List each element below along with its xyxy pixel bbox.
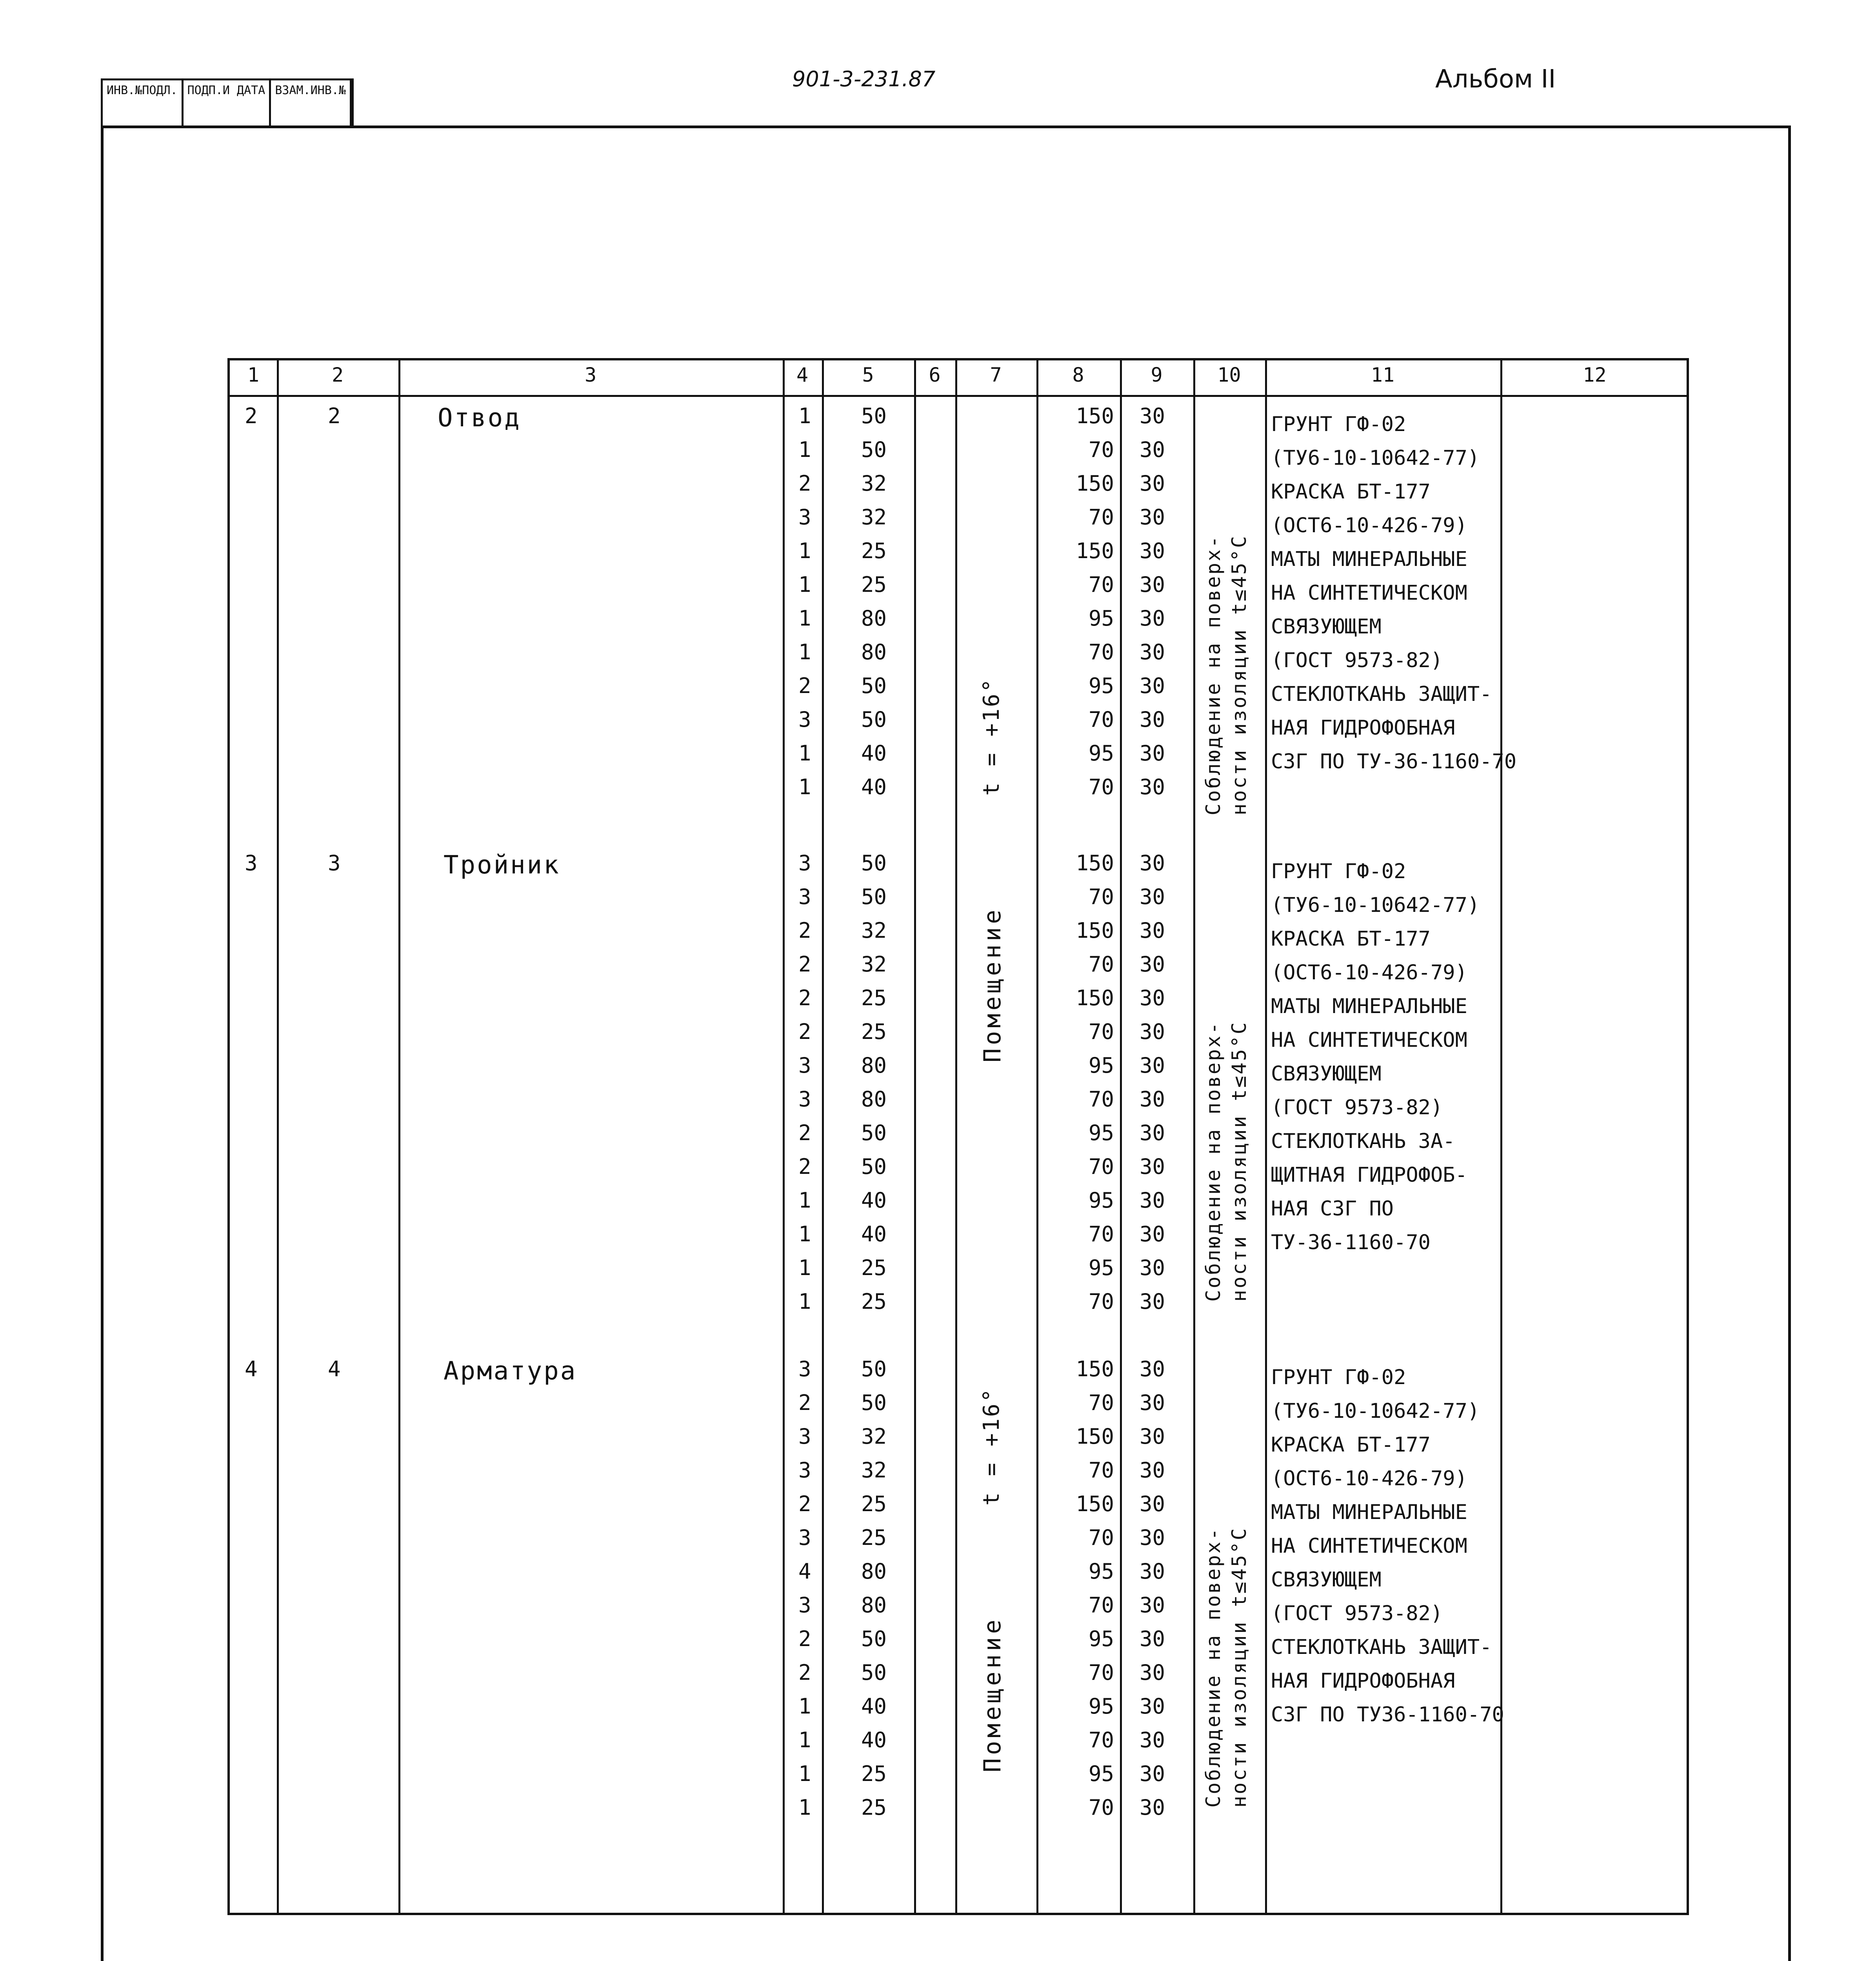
diameter-cell: 40 [861,1728,887,1752]
column-number: 12 [1583,364,1607,386]
qty-cell: 2 [798,952,811,977]
value-cell: 30 [1140,1087,1165,1111]
column-number: 4 [796,364,809,386]
material-note-line: НАЯ ГИДРОФОБНАЯ [1271,1669,1455,1693]
column-divider [914,360,916,1913]
value-cell: 30 [1140,1121,1165,1145]
diameter-cell: 50 [861,1154,887,1179]
thickness-cell: 95 [1088,673,1114,698]
sign-date-label: ПОДП.И ДАТА [184,80,271,126]
qty-cell: 1 [798,1761,811,1786]
thickness-cell: 150 [1076,538,1114,563]
diameter-cell: 50 [861,1121,887,1145]
value-cell: 30 [1140,851,1165,875]
value-cell: 30 [1140,471,1165,496]
replace-inv-label: ВЗАМ.ИНВ.№ [271,80,352,126]
material-note-line: СТЕКЛОТКАНЬ ЗАЩИТ- [1271,1635,1492,1659]
thickness-cell: 95 [1088,741,1114,766]
diameter-cell: 40 [861,1222,887,1246]
material-note-line: НАЯ СЗГ ПО [1271,1197,1394,1221]
value-cell: 30 [1140,404,1165,428]
material-note-line: КРАСКА БТ-177 [1271,1433,1431,1457]
diameter-cell: 80 [861,1087,887,1111]
diameter-cell: 25 [861,1492,887,1516]
thickness-cell: 70 [1088,505,1114,529]
value-cell: 30 [1140,1424,1165,1449]
diameter-cell: 50 [861,851,887,875]
qty-cell: 2 [798,1492,811,1516]
diameter-cell: 32 [861,505,887,529]
material-note-line: (ГОСТ 9573-82) [1271,649,1443,672]
diameter-cell: 25 [861,1795,887,1820]
qty-cell: 4 [798,1559,811,1584]
group-position: 3 [328,851,341,875]
value-cell: 30 [1140,1761,1165,1786]
value-cell: 30 [1140,1728,1165,1752]
value-cell: 30 [1140,437,1165,462]
item-name: Арматура [444,1357,577,1386]
thickness-cell: 70 [1088,884,1114,909]
thickness-cell: 150 [1076,404,1114,428]
material-note-line: НА СИНТЕТИЧЕСКОМ [1271,1028,1467,1052]
qty-cell: 2 [798,1121,811,1145]
qty-cell: 3 [798,1053,811,1078]
thickness-cell: 70 [1088,1087,1114,1111]
thickness-cell: 95 [1088,1121,1114,1145]
thickness-cell: 70 [1088,1390,1114,1415]
insulation-condition-line: ности изоляции t≤45°С [1228,534,1251,815]
qty-cell: 1 [798,741,811,766]
room-label: Помещение [979,1616,1006,1772]
value-cell: 30 [1140,1626,1165,1651]
material-note-line: СТЕКЛОТКАНЬ ЗАЩИТ- [1271,682,1492,706]
qty-cell: 1 [798,1289,811,1314]
thickness-cell: 70 [1088,437,1114,462]
diameter-cell: 50 [861,1660,887,1685]
thickness-cell: 70 [1088,1728,1114,1752]
diameter-cell: 40 [861,1694,887,1719]
thickness-cell: 70 [1088,1593,1114,1617]
thickness-cell: 70 [1088,707,1114,732]
diameter-cell: 50 [861,673,887,698]
specification-table [227,358,1689,1915]
diameter-cell: 25 [861,1289,887,1314]
room-label: Помещение [979,906,1006,1062]
qty-cell: 1 [798,572,811,597]
material-note-line: ГРУНТ ГФ-02 [1271,860,1406,883]
qty-cell: 1 [798,1694,811,1719]
value-cell: 30 [1140,640,1165,664]
value-cell: 30 [1140,1222,1165,1246]
thickness-cell: 70 [1088,1458,1114,1483]
diameter-cell: 50 [861,1626,887,1651]
diameter-cell: 25 [861,1019,887,1044]
material-note-line: НА СИНТЕТИЧЕСКОМ [1271,581,1467,605]
diameter-cell: 25 [861,538,887,563]
material-note-line: ТУ-36-1160-70 [1271,1231,1431,1254]
qty-cell: 1 [798,640,811,664]
value-cell: 30 [1140,1593,1165,1617]
value-cell: 30 [1140,986,1165,1010]
material-note-line: ГРУНТ ГФ-02 [1271,413,1406,436]
diameter-cell: 80 [861,1559,887,1584]
insulation-condition [1200,1527,1252,1808]
diameter-cell: 32 [861,1424,887,1449]
qty-cell: 1 [798,538,811,563]
column-number: 2 [331,364,344,386]
thickness-cell: 150 [1076,851,1114,875]
diameter-cell: 32 [861,918,887,943]
insulation-condition-line: Соблюдение на поверх- [1202,1526,1225,1808]
thickness-cell: 70 [1088,1525,1114,1550]
material-note-line: ГРУНТ ГФ-02 [1271,1366,1406,1389]
thickness-cell: 70 [1088,775,1114,799]
qty-cell: 1 [798,1188,811,1213]
diameter-cell: 50 [861,1390,887,1415]
diameter-cell: 80 [861,606,887,631]
value-cell: 30 [1140,1492,1165,1516]
column-number: 6 [929,364,941,386]
thickness-cell: 70 [1088,640,1114,664]
value-cell: 30 [1140,1660,1165,1685]
qty-cell: 3 [798,851,811,875]
value-cell: 30 [1140,505,1165,529]
material-note-line: МАТЫ МИНЕРАЛЬНЫЕ [1271,548,1467,571]
material-note-line: (ТУ6-10-10642-77) [1271,893,1480,917]
material-note-line: СВЯЗУЮЩЕМ [1271,1062,1382,1086]
material-note-line: МАТЫ МИНЕРАЛЬНЫЕ [1271,995,1467,1018]
value-cell: 30 [1140,1053,1165,1078]
diameter-cell: 50 [861,707,887,732]
qty-cell: 2 [798,1390,811,1415]
thickness-cell: 95 [1088,1761,1114,1786]
material-note-line: (ОСТ6-10-426-79) [1271,514,1467,537]
thickness-cell: 95 [1088,1255,1114,1280]
value-cell: 30 [1140,1458,1165,1483]
diameter-cell: 25 [861,1525,887,1550]
temperature-label: t = +16° [979,677,1004,796]
diameter-cell: 25 [861,1761,887,1786]
value-cell: 30 [1140,707,1165,732]
material-note-line: КРАСКА БТ-177 [1271,480,1431,504]
qty-cell: 2 [798,1626,811,1651]
diameter-cell: 80 [861,640,887,664]
thickness-cell: 150 [1076,1424,1114,1449]
qty-cell: 3 [798,505,811,529]
thickness-cell: 70 [1088,1795,1114,1820]
group-position: 4 [328,1357,341,1381]
diameter-cell: 50 [861,1357,887,1381]
material-note-line: СВЯЗУЮЩЕМ [1271,1568,1382,1592]
material-note-line: ЩИТНАЯ ГИДРОФОБ- [1271,1163,1467,1187]
thickness-cell: 150 [1076,1357,1114,1381]
diameter-cell: 40 [861,741,887,766]
insulation-condition [1200,535,1252,815]
material-note-line: (ТУ6-10-10642-77) [1271,1399,1480,1423]
diameter-cell: 50 [861,437,887,462]
insulation-condition-line: Соблюдение на поверх- [1202,534,1225,815]
diameter-cell: 25 [861,1255,887,1280]
qty-cell: 2 [798,918,811,943]
temperature-label: t = +16° [979,1387,1004,1506]
diameter-cell: 40 [861,1188,887,1213]
material-note-line: (ГОСТ 9573-82) [1271,1096,1443,1119]
qty-cell: 1 [798,1255,811,1280]
qty-cell: 3 [798,707,811,732]
qty-cell: 2 [798,1154,811,1179]
thickness-cell: 95 [1088,1559,1114,1584]
material-notes [1271,855,1480,1259]
value-cell: 30 [1140,1154,1165,1179]
column-number: 7 [990,364,1002,386]
thickness-cell: 70 [1088,572,1114,597]
column-divider [1193,360,1195,1913]
column-divider [822,360,824,1913]
column-number: 5 [862,364,874,386]
value-cell: 30 [1140,1019,1165,1044]
diameter-cell: 80 [861,1593,887,1617]
value-cell: 30 [1140,572,1165,597]
group-number: 3 [245,851,258,875]
column-number: 11 [1371,364,1395,386]
column-number: 10 [1217,364,1241,386]
value-cell: 30 [1140,918,1165,943]
qty-cell: 2 [798,1660,811,1685]
qty-cell: 3 [798,1087,811,1111]
material-note-line: (ГОСТ 9573-82) [1271,1602,1443,1625]
group-number: 2 [245,404,258,428]
qty-cell: 3 [798,1424,811,1449]
thickness-cell: 95 [1088,606,1114,631]
material-note-line: СВЯЗУЮЩЕМ [1271,615,1382,639]
value-cell: 30 [1140,1357,1165,1381]
qty-cell: 3 [798,1458,811,1483]
qty-cell: 1 [798,775,811,799]
thickness-cell: 70 [1088,1154,1114,1179]
column-divider [1265,360,1267,1913]
column-divider [1120,360,1122,1913]
qty-cell: 1 [798,404,811,428]
value-cell: 30 [1140,606,1165,631]
value-cell: 30 [1140,1525,1165,1550]
insulation-condition-line: ности изоляции t≤45°С [1228,1526,1251,1808]
material-notes [1271,407,1516,779]
material-note-line: НА СИНТЕТИЧЕСКОМ [1271,1534,1467,1558]
value-cell: 30 [1140,1289,1165,1314]
thickness-cell: 70 [1088,952,1114,977]
qty-cell: 2 [798,471,811,496]
column-divider [955,360,957,1913]
thickness-cell: 150 [1076,471,1114,496]
qty-cell: 2 [798,673,811,698]
thickness-cell: 95 [1088,1188,1114,1213]
item-name: Тройник [444,851,560,880]
column-divider [277,360,279,1913]
column-divider [1036,360,1038,1913]
value-cell: 30 [1140,775,1165,799]
diameter-cell: 50 [861,884,887,909]
group-number: 4 [245,1357,258,1381]
value-cell: 30 [1140,1559,1165,1584]
value-cell: 30 [1140,1390,1165,1415]
qty-cell: 1 [798,1795,811,1820]
header-divider [230,395,1687,397]
qty-cell: 3 [798,1357,811,1381]
column-divider [783,360,785,1913]
qty-cell: 1 [798,1222,811,1246]
material-notes [1271,1361,1504,1732]
thickness-cell: 70 [1088,1222,1114,1246]
insulation-condition-line: ности изоляции t≤45°С [1228,1021,1251,1302]
diameter-cell: 40 [861,775,887,799]
insulation-condition [1200,1021,1252,1302]
value-cell: 30 [1140,741,1165,766]
thickness-cell: 70 [1088,1660,1114,1685]
group-position: 2 [328,404,341,428]
qty-cell: 3 [798,1525,811,1550]
material-note-line: СЗГ ПО ТУ-36-1160-70 [1271,750,1517,773]
qty-cell: 3 [798,1593,811,1617]
qty-cell: 2 [798,986,811,1010]
insulation-condition-line: Соблюдение на поверх- [1202,1021,1225,1302]
diameter-cell: 32 [861,471,887,496]
diameter-cell: 32 [861,952,887,977]
thickness-cell: 95 [1088,1694,1114,1719]
diameter-cell: 50 [861,404,887,428]
qty-cell: 1 [798,606,811,631]
item-name: Отвод [438,404,521,433]
album-label: Альбом II [1435,65,1556,94]
archive-labels [101,78,354,126]
value-cell: 30 [1140,1795,1165,1820]
qty-cell: 2 [798,1019,811,1044]
column-number: 1 [247,364,260,386]
material-note-line: НАЯ ГИДРОФОБНАЯ [1271,716,1455,740]
diameter-cell: 25 [861,986,887,1010]
value-cell: 30 [1140,673,1165,698]
column-divider [398,360,400,1913]
material-note-line: (ТУ6-10-10642-77) [1271,446,1480,470]
diameter-cell: 25 [861,572,887,597]
diameter-cell: 32 [861,1458,887,1483]
material-note-line: (ОСТ6-10-426-79) [1271,1467,1467,1490]
column-number: 9 [1151,364,1163,386]
value-cell: 30 [1140,952,1165,977]
value-cell: 30 [1140,1694,1165,1719]
value-cell: 30 [1140,538,1165,563]
diameter-cell: 80 [861,1053,887,1078]
material-note-line: СТЕКЛОТКАНЬ ЗА- [1271,1130,1455,1153]
material-note-line: (ОСТ6-10-426-79) [1271,961,1467,984]
qty-cell: 3 [798,884,811,909]
qty-cell: 1 [798,1728,811,1752]
material-note-line: СЗГ ПО ТУ36-1160-70 [1271,1703,1504,1726]
column-number: 8 [1072,364,1084,386]
thickness-cell: 70 [1088,1019,1114,1044]
column-number: 3 [584,364,597,386]
thickness-cell: 150 [1076,1492,1114,1516]
material-note-line: МАТЫ МИНЕРАЛЬНЫЕ [1271,1501,1467,1524]
thickness-cell: 150 [1076,918,1114,943]
material-note-line: КРАСКА БТ-177 [1271,927,1431,951]
qty-cell: 1 [798,437,811,462]
inv-label: ИНВ.№ПОДЛ. [103,80,184,126]
thickness-cell: 95 [1088,1626,1114,1651]
value-cell: 30 [1140,1255,1165,1280]
thickness-cell: 95 [1088,1053,1114,1078]
thickness-cell: 70 [1088,1289,1114,1314]
value-cell: 30 [1140,1188,1165,1213]
value-cell: 30 [1140,884,1165,909]
header-doc-code: 901-3-231.87 [792,67,936,91]
thickness-cell: 150 [1076,986,1114,1010]
